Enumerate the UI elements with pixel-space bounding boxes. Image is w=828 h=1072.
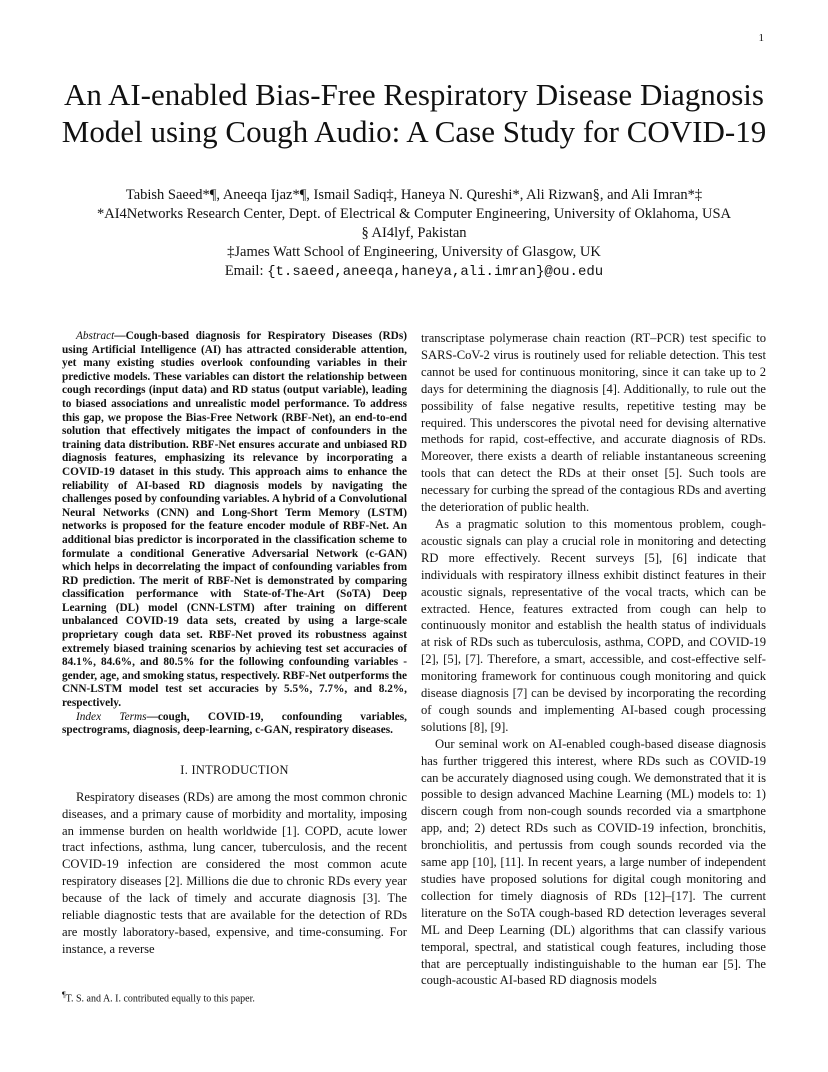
intro-paragraph-1: Respiratory diseases (RDs) are among the most common chronic diseases, and a primary cause of morbidity and mortality, imposing an immense burden on health worldwide [1]. COPD, acute lower tract infections, asthma, lung cancer, tuberculosis, and the recent COVID-19 infection are considered the most common acute respiratory diseases [2]. Millions die due to chronic RDs every year because of the lack of timely and accurate diagnosis [3]. The reliable diagnostic tests that are available for the detection of RDs are mostly laboratory-based, expensive, and time-consuming. For instance, a reverse bbox=[62, 789, 407, 956]
intro-paragraph-4: Our seminal work on AI-enabled cough-based disease diagnosis has further triggered this interest, where RDs such as COVID-19 can be accurately diagnosed using cough. We demonstrated that it is possible to design advanced Machine Learning (ML) models to: 1) discern cough from non-cough sounds recorded via a smartphone app, and; 2) detect RDs such as COVID-19 infection, bronchitis, bronchiolitis, and pertussis from cough sounds recorded via the same app [10], [11]. In recent years, a large number of independent studies have proposed solutions for digital cough monitoring and collection for timely diagnosis of RDs [12]–[17]. The current literature on the SoTA cough-based RD detection leverages several ML and Deep Learning (DL) algorithms that can classify various temporal, spectral, and statistical cough features, including those that are perceptually indistinguishable to the human ear [5]. The cough-acoustic AI-based RD diagnosis models bbox=[421, 736, 766, 988]
abstract-text: —Cough-based diagnosis for Respiratory Diseases (RDs) using Artificial Intelligence (AI) has attracted considerable attention, yet many existing studies overlook confounding variables in their predictive models. These variables can distort the relationship between cough recordings (input data) and RD status (output variable), leading to biased associations and unrealistic model performance. To address this gap, we propose the Bias-Free Network (RBF-Net), an end-to-end solution that effectively mitigates the impact of confounders in the training data distribution. RBF-Net ensures accurate and unbiased RD diagnosis features, emphasizing its relevance by incorporating a COVID-19 dataset in this study. This approach aims to enhance the reliability of AI-based RD diagnosis models by navigating the challenges posed by confounding variables. A hybrid of a Convolutional Neural Networks (CNN) and Long-Short Term Memory (LSTM) networks is proposed for the feature encoder module of RBF-Net. An additional bias predictor is incorporated in the classification scheme to formulate a conditional Generative Adversarial Network (c-GAN) which helps in decorrelating the impact of confounding variables from RD prediction. The merit of RBF-Net is demonstrated by comparing classification performance with State-of-The-Art (SoTA) Deep Learning (DL) model (CNN-LSTM) after training on different unbalanced COVID-19 data sets, created by using a large-scale proprietary cough data set. RBF-Net proved its robustness against extremely biased training scenarios by achieving test set accuracies of 84.1%, 84.6%, and 80.5% for the following confounding variables - gender, age, and smoking status, respectively. RBF-Net outperforms the CNN-LSTM model test set accuracies by 5.5%, 7.7%, and 8.2%, respectively. bbox=[62, 330, 407, 710]
author-list: Tabish Saeed*¶, Aneeqa Ijaz*¶, Ismail Sadiq‡, Haneya N. Qureshi*, Ali Rizwan§, and Ali Imran*‡ bbox=[125, 187, 703, 203]
left-column bbox=[62, 330, 407, 958]
section-heading-introduction: I. INTRODUCTION bbox=[180, 762, 289, 777]
affiliation-2: § AI4lyf, Pakistan bbox=[361, 225, 467, 241]
index-terms bbox=[62, 711, 407, 738]
affiliation-3: ‡James Watt School of Engineering, University of Glasgow, UK bbox=[227, 244, 601, 260]
index-terms-text: —cough, COVID-19, confounding variables, spectrograms, diagnosis, deep-learning, c-GAN, respiratory diseases. bbox=[62, 710, 408, 737]
email-address: {t.saeed,aneeqa,haneya,ali.imran}@ou.edu bbox=[267, 264, 604, 280]
abstract-label: Abstract bbox=[76, 330, 115, 342]
email-label: Email: bbox=[224, 263, 268, 279]
abstract bbox=[62, 330, 407, 711]
footnote-mark: ¶ bbox=[62, 990, 66, 999]
footnote-text: T. S. and A. I. contributed equally to this paper. bbox=[65, 993, 255, 1005]
page-number: 1 bbox=[758, 32, 764, 44]
footnote bbox=[62, 990, 255, 1004]
intro-paragraph-3: As a pragmatic solution to this momentous problem, cough-acoustic signals can play a crucial role in monitoring and detecting RD more effectively. Recent surveys [5], [6] indicate that individuals with respiratory illness exhibit distinct features in their acoustic signals, representative of the vocal tracts, which can be extracted. Hence, features extracted from cough can help to continuously monitor and establish the health status of individuals at risk of RDs such as tuberculosis, asthma, COPD, and COVID-19 [2], [5], [7]. Therefore, a smart, accessible, and cost-effective self-monitoring framework for continuous cough monitoring and quick disease diagnosis [7] can be devised by incorporating the recording of cough sounds and implementing AI-based cough processing solutions [8], [9]. bbox=[421, 516, 766, 734]
right-column bbox=[421, 330, 766, 989]
intro-paragraph-2: transcriptase polymerase chain reaction (RT–PCR) test specific to SARS-CoV-2 virus is routinely used for reliable detection. This test cannot be used for continuous monitoring, since it can take up to 2 days for determining the diagnosis [4]. Additionally, to rule out the possibility of false negative results, repetitive testing may be required. This underscores the pivotal need for devising alternative methods for rapid, cost-effective, and accurate diagnosis of RDs. Moreover, there exists a dearth of reliable instantaneous screening tools that can detect the RDs at their onset [5]. Such tools are necessary for curbing the spread of the contagious RDs and averting the deterioration of public health. bbox=[421, 331, 766, 515]
email-line bbox=[40, 262, 788, 282]
affiliation-1: *AI4Networks Research Center, Dept. of Electrical & Computer Engineering, University of Oklahoma, USA bbox=[96, 206, 732, 222]
index-terms-label: Index Terms bbox=[76, 710, 147, 723]
paper-title: An AI-enabled Bias-Free Respiratory Disease Diagnosis Model using Cough Audio: A Case Study for COVID-19 bbox=[61, 77, 767, 149]
